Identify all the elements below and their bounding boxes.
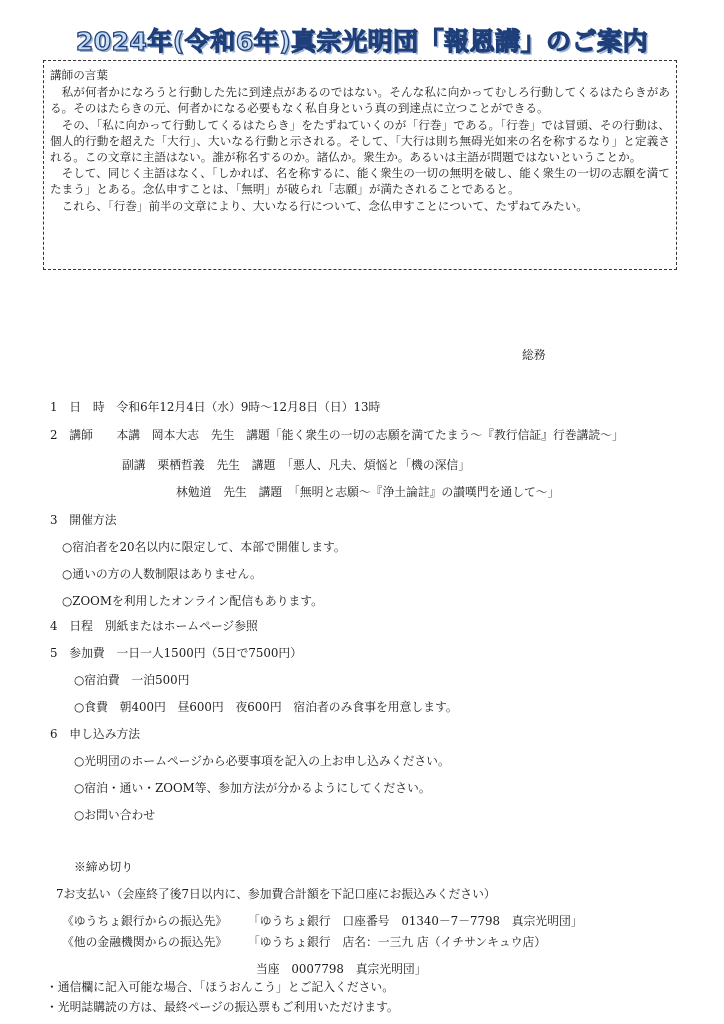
- apply-item: ○光明団のホームページから必要事項を記入の上お申し込みください。: [74, 754, 450, 768]
- lecturer-words-paragraph: 私が何者かになろうと行動した先に到達点があるのではない。そんな私に向かってむしろ行動してくるはたらきがある。そのはたらきの元、何者かになる必要もなく私自身という真の到達点に立つことができる。: [50, 85, 670, 116]
- fee-item: ○食費 朝400円 昼600円 夜600円 宿泊者のみ食事を用意します。: [74, 700, 458, 714]
- method-item: ○ZOOMを利用したオンライン配信もあります。: [62, 594, 323, 608]
- lecturer-sub-line: 林勉道 先生 講題 「無明と志願～『浄土論註』の讃嘆門を通して～」: [176, 485, 560, 499]
- transfer-label: 《ゆうちょ銀行からの振込先》: [62, 914, 228, 928]
- lecturer-main-line: 2 講師 本講 岡本大志 先生 講題「能く衆生の一切の志願を満てたまう～『教行信証』行巻講読～」: [50, 428, 624, 442]
- note-line: ・通信欄に記入可能な場合、「ほうおんこう」とご記入ください。: [46, 980, 395, 994]
- lecturer-words-paragraph: そして、同じく主語はなく、「しかれば、名を称するに、能く衆生の一切の無明を破し、能く衆生の一切の志願を満てたまう」とある。念仏申すことは、「無明」が破られ「志願」が満たされることであると。: [50, 166, 670, 197]
- note-line: ・光明誌購読の方は、最終ページの振込票もご利用いただけます。: [46, 1000, 399, 1014]
- fee-line: 5 参加費 一日一人1500円（5日で7500円）: [50, 646, 303, 660]
- method-heading: 3 開催方法: [50, 513, 117, 527]
- payment-heading: 7お支払い（会座終了後7日以内に、参加費合計額を下記口座にお振込みください）: [56, 887, 496, 901]
- apply-item: ○お問い合わせ: [74, 808, 156, 822]
- transfer-label: 《他の金融機関からの振込先》: [62, 935, 228, 949]
- sender-label: 総務: [522, 348, 546, 362]
- datetime-line: 1 日 時 令和6年12月4日（水）9時～12月8日（日）13時: [50, 400, 381, 414]
- lecturer-words-paragraph: これら、「行巻」前半の文章により、大いなる行について、念仏申すことについて、たずねてみたい。: [61, 198, 588, 213]
- lecturer-sub-line: 副講 栗栖哲義 先生 講題 「悪人、凡夫、煩悩と「機の深信」: [122, 458, 471, 472]
- schedule-line: 4 日程 別紙またはホームページ参照: [50, 619, 258, 633]
- apply-item: ○宿泊・通い・ZOOM等、参加方法が分かるようにしてください。: [74, 781, 431, 795]
- method-item: ○通いの方の人数制限はありません。: [62, 567, 262, 581]
- page-title: 2024年(令和6年)真宗光明団「報恩講」のご案内: [75, 27, 649, 56]
- lecturer-words-paragraph: その、「私に向かって行動してくるはたらき」をたずねていくのが「行巻」である。「行巻」では冒頭、その行動は、個人的行動を超えた「大行」、大いなる行動と示される。そして、「大行は則ち無碍光如来の名を称するなり」と定義される。この文章に主語はない。誰が称名するのか。諸仏か。衆生か。あるいは主語が問題ではないということか。: [50, 117, 670, 165]
- fee-item: ○宿泊費 一泊500円: [74, 673, 190, 687]
- lecturer-words-heading: 講師の言葉: [50, 68, 108, 82]
- lecturer-words-box: [43, 60, 677, 270]
- deadline-line: ※締め切り: [74, 860, 133, 874]
- transfer-account: 当座 0007798 真宗光明団」: [256, 962, 427, 976]
- transfer-value: 「ゆうちょ銀行 店名：一三九 店（イチサンキュウ店）: [248, 935, 547, 949]
- apply-heading: 6 申し込み方法: [50, 727, 141, 741]
- transfer-value: 「ゆうちょ銀行 口座番号 01340－7－7798 真宗光明団」: [248, 914, 583, 928]
- method-item: ○宿泊者を20名以内に限定して、本部で開催します。: [62, 540, 346, 554]
